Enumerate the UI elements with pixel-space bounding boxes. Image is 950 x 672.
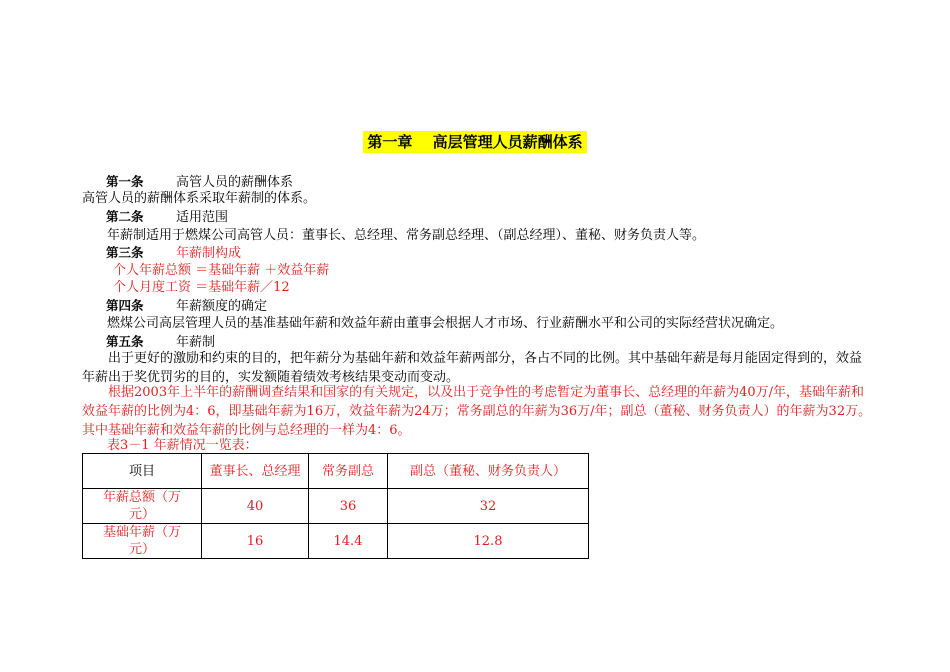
table-row [83,524,589,559]
article-4-body: 燃煤公司高层管理人员的基准基础年薪和效益年薪由董事会根据人才市场、行业薪酬水平和公司的实际经营状况确定。 [107,316,784,331]
article-4-heading [106,297,906,315]
article-4-title: 年薪额度的确定 [176,299,268,314]
table-cell: 14.4 [309,524,388,559]
article-5-title: 年薪制 [176,335,216,350]
chapter-title-wrap [0,131,950,153]
table-header-cell: 副总（董秘、财务负责人） [388,454,589,489]
table-cell: 40 [202,489,309,524]
article-1-number: 第一条 [106,174,144,189]
table-cell: 16 [202,524,309,559]
article-1-body: 高管人员的薪酬体系采取年薪制的体系。 [82,191,317,206]
article-1-heading [106,173,906,191]
article-2-heading [106,208,906,226]
salary-table [82,453,589,559]
formula-monthly-wage: 个人月度工资 ＝基础年薪／12 [113,280,290,295]
table-row [83,489,589,524]
table-header-cell: 项目 [83,454,202,489]
article-1-title: 高管人员的薪酬体系 [176,175,294,190]
table-row-label: 基础年薪（万元） [83,524,202,559]
formula-annual-total: 个人年薪总额 ＝基础年薪 ＋效益年薪 [113,263,330,278]
table-cell: 36 [309,489,388,524]
chapter-title: 第一章 高层管理人员薪酬体系 [363,131,586,153]
table-header-cell: 常务副总 [309,454,388,489]
article-3-heading [106,244,906,262]
article-2-title: 适用范围 [176,210,229,225]
table-cell: 12.8 [388,524,589,559]
article-5-paragraph-2: 根据2003年上半年的薪酬调查结果和国家的有关规定，以及出于竞争性的考虑暂定为董事长、总经理的年薪为40万/年，基础年薪和效益年薪的比例为4：6，即基础年薪为16万，效益年薪为24万；常务副总的年薪为36万/年；副总（董秘、财务负责人）的年薪为32万。其中基础年薪和效益年薪的比例与总经理的一样为4：6。 [82,385,872,438]
table-row-label: 年薪总额（万元） [83,489,202,524]
article-3-title: 年薪制构成 [176,246,242,261]
article-2-body: 年薪制适用于燃煤公司高管人员：董事长、总经理、常务副总经理、（副总经理）、董秘、财务负责人等。 [107,228,706,243]
article-5-number: 第五条 [106,334,144,349]
table-header-cell: 董事长、总经理 [202,454,309,489]
table-caption: 表3－1 年薪情况一览表： [107,438,258,453]
table-header-row [83,454,589,489]
article-4-number: 第四条 [106,298,144,313]
table-cell: 32 [388,489,589,524]
article-2-number: 第二条 [106,209,144,224]
article-3-number: 第三条 [106,245,144,260]
article-5-paragraph-1: 出于更好的激励和约束的目的，把年薪分为基础年薪和效益年薪两部分，各占不同的比例。其中基础年薪是每月能固定得到的，效益年薪出于奖优罚劣的目的，实发额随着绩效考核结果变动而变动。 [82,351,863,385]
